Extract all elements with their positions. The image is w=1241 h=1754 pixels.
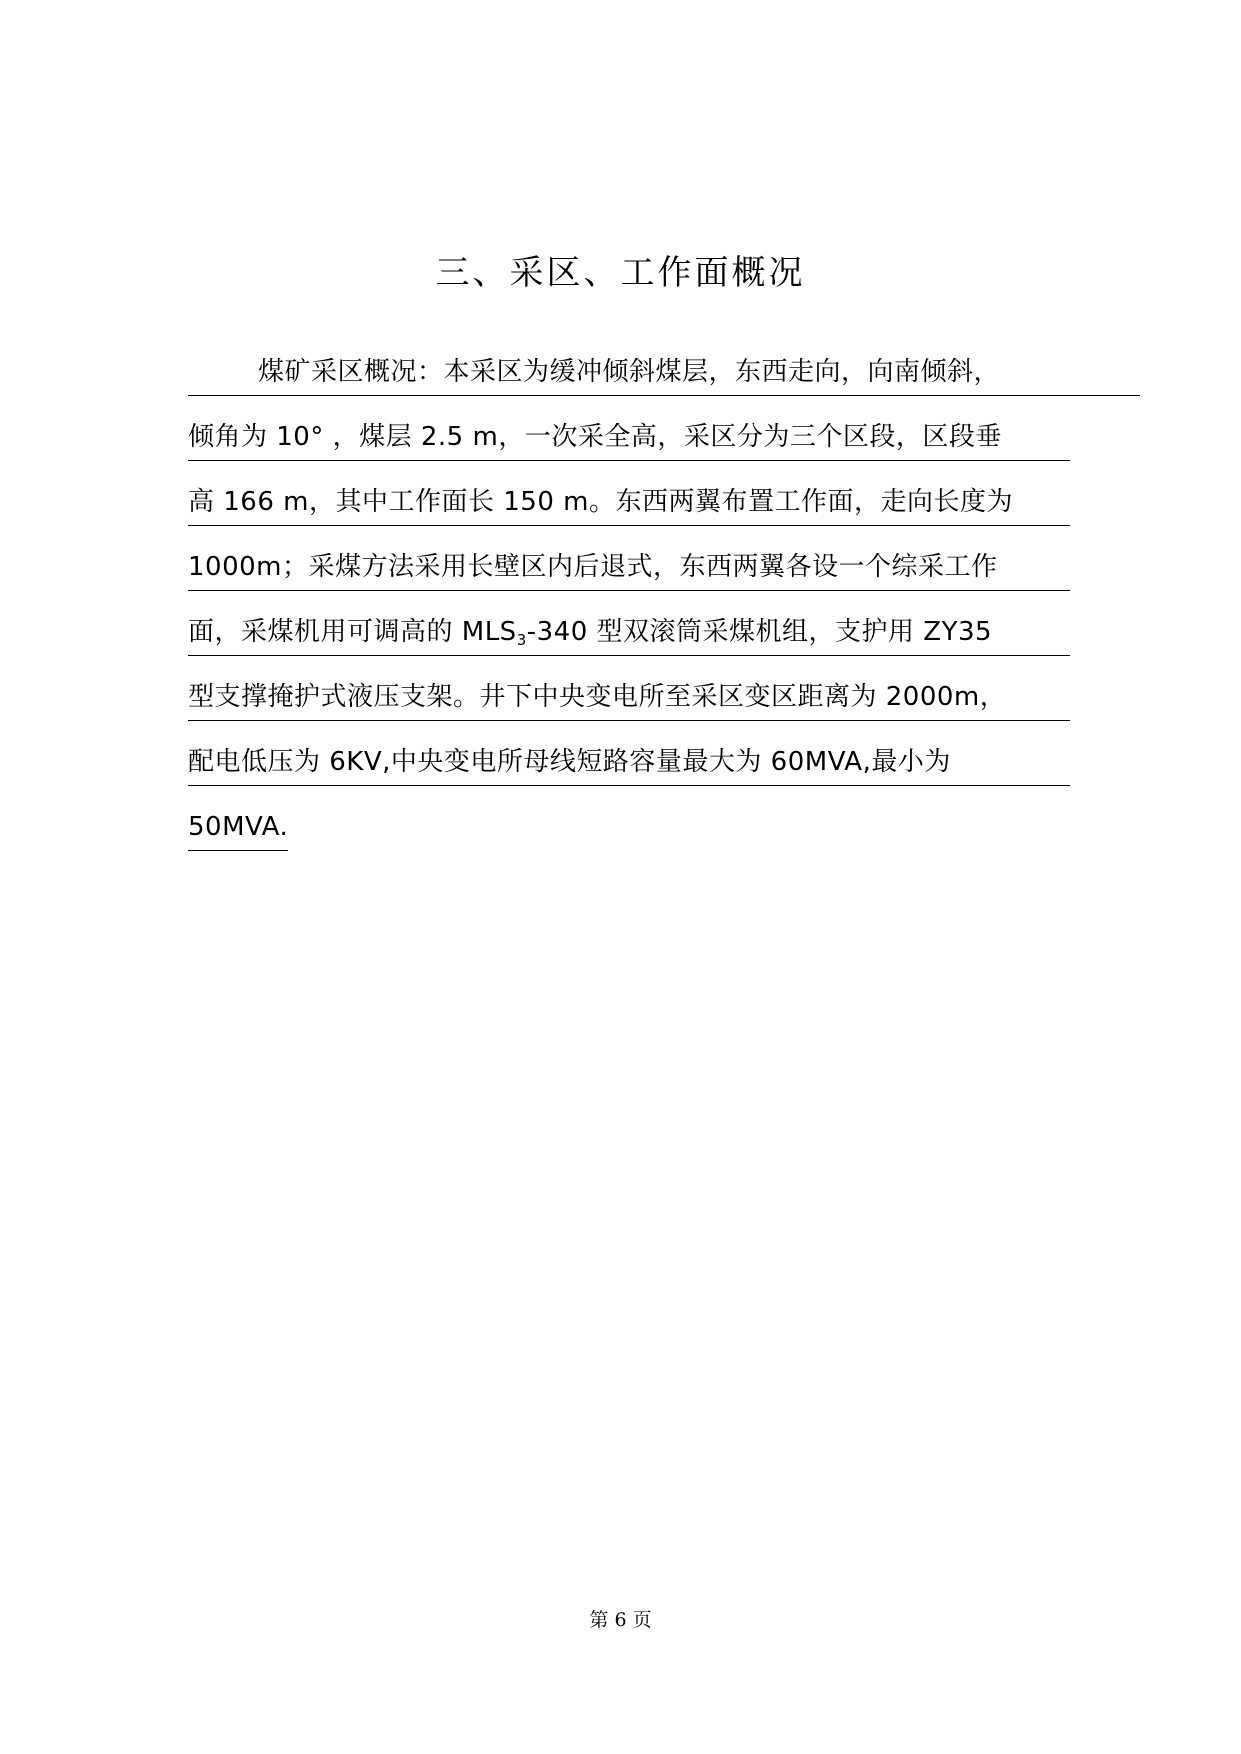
- paragraph-line-text: 配电低压为 6KV,中央变电所母线短路容量最大为 60MVA,最小为: [188, 740, 1070, 786]
- paragraph-line: [188, 740, 1088, 805]
- line-part: 面，采煤机用可调高的 MLS: [188, 617, 517, 647]
- paragraph-line: [188, 350, 1088, 415]
- paragraph-line: [188, 675, 1088, 740]
- paragraph-line-text: 煤矿采区概况：本采区为缓冲倾斜煤层，东西走向，向南倾斜，: [188, 350, 1140, 396]
- page-number: 第 6 页: [589, 1609, 652, 1631]
- paragraph-line-text: [188, 610, 1070, 656]
- paragraph-line: [188, 545, 1088, 610]
- line-part: -340 型双滚筒采煤机组，支护用 ZY35: [526, 617, 993, 647]
- paragraph-line-text: 1000m；采煤方法采用长壁区内后退式，东西两翼各设一个综采工作: [188, 545, 1070, 591]
- subscript-3: 3: [516, 631, 527, 649]
- overview-paragraph: [188, 350, 1088, 870]
- section-title: 三、采区、工作面概况: [435, 252, 806, 293]
- paragraph-line-text: 高 166 m，其中工作面长 150 m。东西两翼布置工作面，走向长度为: [188, 480, 1070, 526]
- paragraph-line: [188, 415, 1088, 480]
- paragraph-line: [188, 610, 1088, 675]
- paragraph-line: [188, 805, 1088, 870]
- paragraph-line-text: 型支撑掩护式液压支架。井下中央变电所至采区变区距离为 2000m，: [188, 675, 1070, 721]
- paragraph-line-text: 倾角为 10° ，煤层 2.5 m，一次采全高，采区分为三个区段，区段垂: [188, 415, 1070, 461]
- paragraph-line: [188, 480, 1088, 545]
- paragraph-line-text: 50MVA.: [188, 805, 288, 851]
